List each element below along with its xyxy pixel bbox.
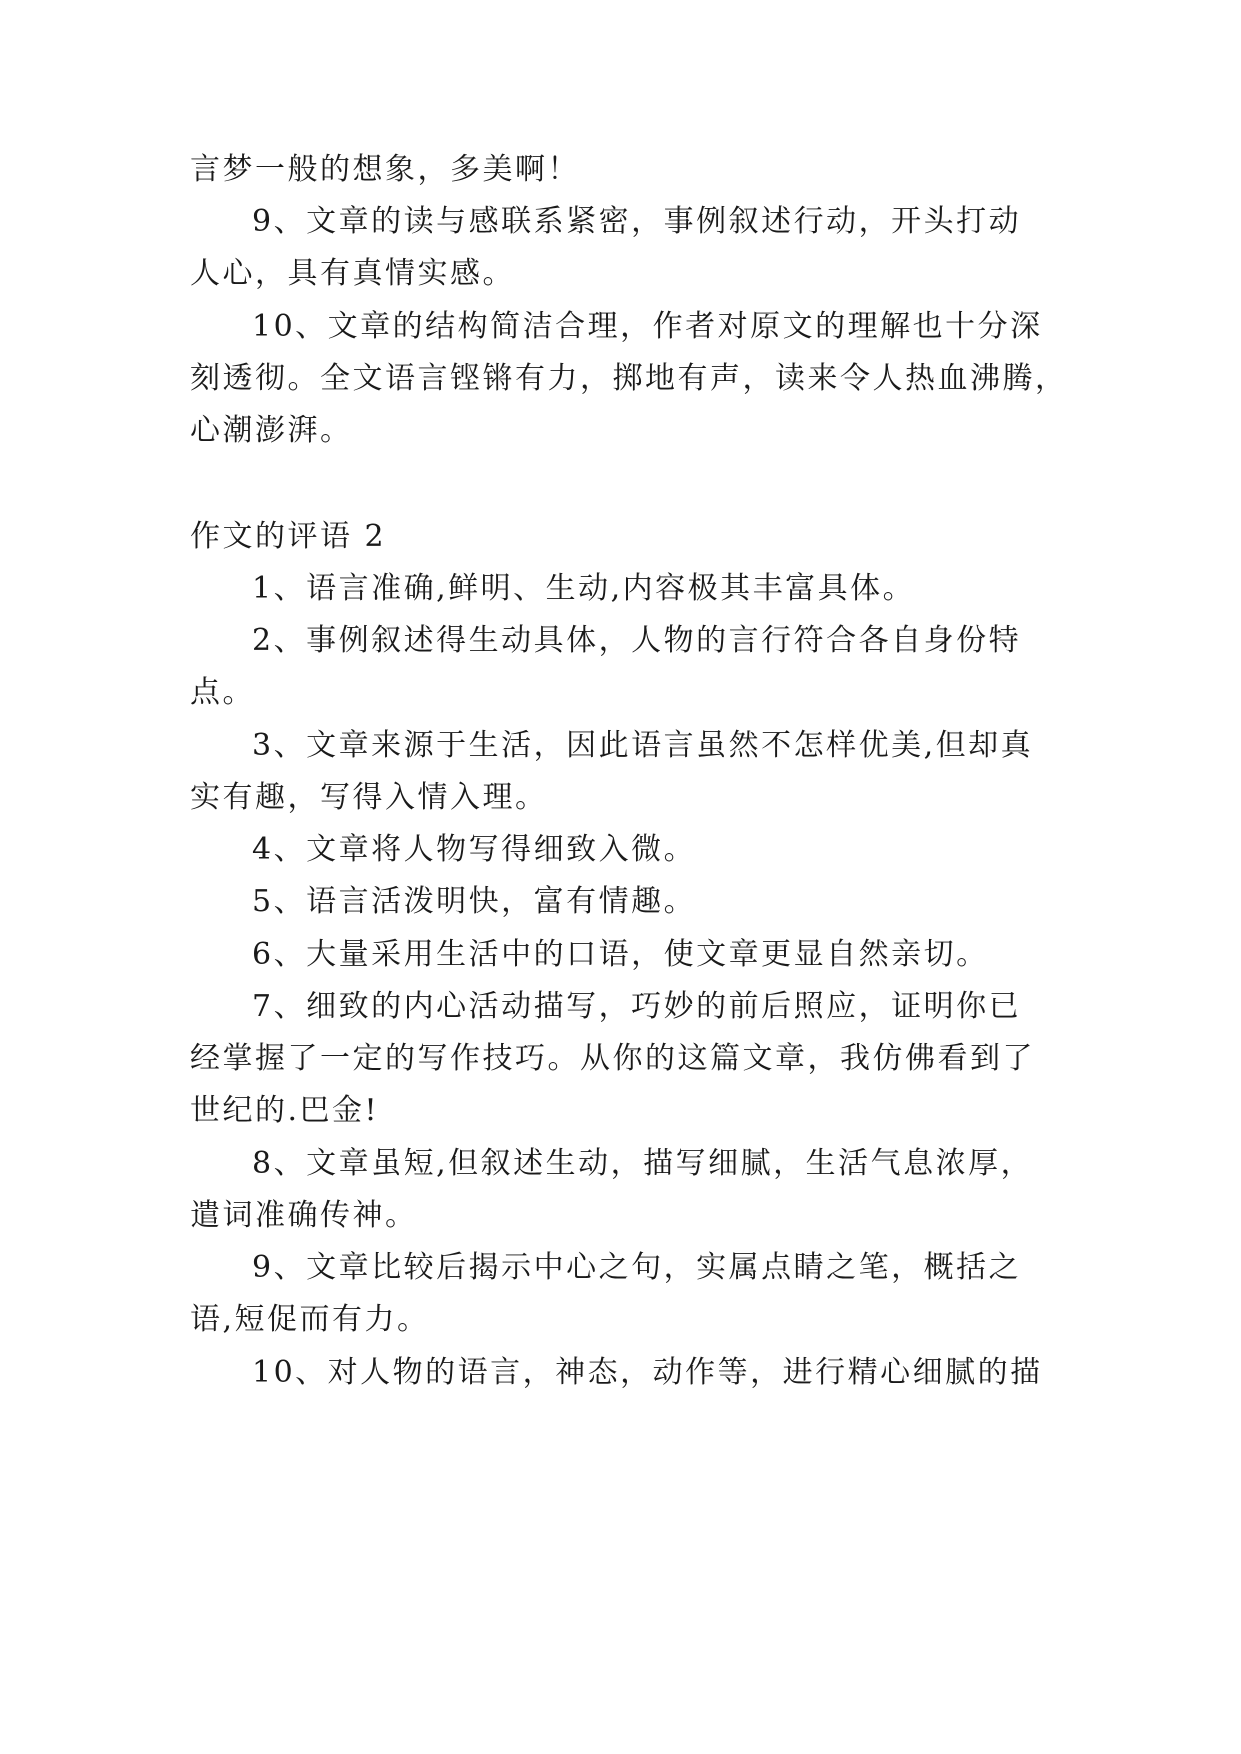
text-line: 世纪的.巴金! [190, 1093, 380, 1128]
text-line: 语,短促而有力。 [190, 1302, 430, 1337]
text-line: 3、文章来源于生活，因此语言虽然不怎样优美,但却真 [252, 728, 1034, 763]
text-line: 9、文章比较后揭示中心之句，实属点睛之笔，概括之 [252, 1250, 1022, 1285]
text-line: 10、文章的结构简洁合理，作者对原文的理解也十分深 [252, 309, 1043, 344]
text-line: 8、文章虽短,但叙述生动，描写细腻，生活气息浓厚， [252, 1146, 1034, 1181]
text-line: 点。 [190, 675, 255, 710]
text-line: 9、文章的读与感联系紧密，事例叙述行动，开头打动 [252, 204, 1022, 239]
text-line: 刻透彻。全文语言铿锵有力，掷地有声，读来令人热血沸腾， [190, 361, 1068, 396]
text-line: 1、语言准确,鲜明、生动,内容极其丰富具体。 [252, 571, 916, 606]
text-line: 2、事例叙述得生动具体，人物的言行符合各自身份特 [252, 623, 1022, 658]
text-line: 5、语言活泼明快，富有情趣。 [252, 884, 697, 919]
text-line: 4、文章将人物写得细致入微。 [252, 832, 697, 867]
text-line: 6、大量采用生活中的口语，使文章更显自然亲切。 [252, 937, 989, 972]
text-line: 实有趣，写得入情入理。 [190, 780, 548, 815]
text-line: 经掌握了一定的写作技巧。从你的这篇文章，我仿佛看到了 [190, 1041, 1035, 1076]
text-line: 言梦一般的想象，多美啊！ [190, 152, 580, 187]
text-line: 遣词准确传神。 [190, 1198, 418, 1233]
text-line: 心潮澎湃。 [190, 413, 353, 448]
section-heading: 作文的评语 2 [190, 519, 387, 554]
text-line: 7、细致的内心活动描写，巧妙的前后照应，证明你已 [252, 989, 1022, 1024]
text-line: 10、对人物的语言，神态，动作等，进行精心细腻的描 [252, 1355, 1043, 1390]
text-line: 人心，具有真情实感。 [190, 256, 515, 291]
